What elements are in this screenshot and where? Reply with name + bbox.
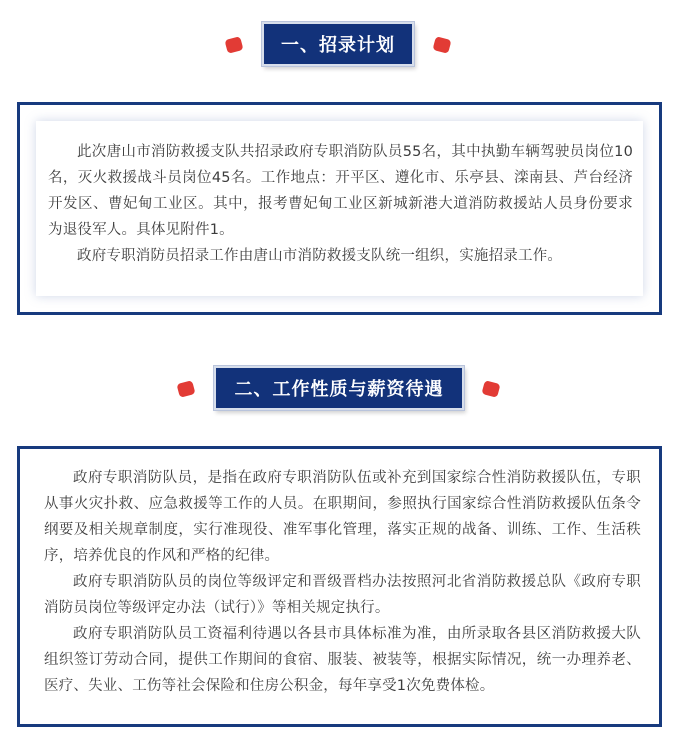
section-1-inner-panel: [36, 121, 643, 296]
decorative-dot-right: [481, 380, 500, 398]
section-2-header: [0, 366, 679, 414]
section-2-paragraph-1: 政府专职消防队员，是指在政府专职消防队伍或补充到国家综合性消防救援队伍，专职从事火灾扑救、应急救援等工作的人员。在职期间，参照执行国家综合性消防救援队伍条令纲要及相关规章制度，实行准现役、准军事化管理，落实正规的战备、训练、工作、生活秩序，培养优良的作风和严格的纪律。: [44, 470, 641, 564]
decorative-dot-right: [432, 36, 451, 54]
section-2-title-banner: [214, 366, 464, 410]
section-1-paragraph-1: 此次唐山市消防救援支队共招录政府专职消防队员55名，其中执勤车辆驾驶员岗位10名，灭火救援战斗员岗位45名。工作地点：开平区、遵化市、乐亭县、滦南县、芦台经济开发区、曹妃甸工业区。其中，报考曹妃甸工业区新城新港大道消防救援站人员身份要求为退役军人。具体见附件1。: [48, 144, 633, 238]
section-1-header: [0, 22, 679, 70]
decorative-dot-left: [176, 380, 195, 398]
section-1-content-box: [17, 102, 662, 315]
section-2-inner-panel: [38, 457, 645, 708]
section-2-paragraph-2: 政府专职消防队员的岗位等级评定和晋级晋档办法按照河北省消防救援总队《政府专职消防员岗位等级评定办法（试行）》等相关规定执行。: [44, 574, 641, 616]
section-2-content-box: [17, 446, 662, 727]
section-1-title-banner: [262, 22, 414, 66]
decorative-dot-left: [224, 36, 243, 54]
section-2-paragraph-3: 政府专职消防队员工资福利待遇以各县市具体标准为准，由所录取各县区消防救援大队组织签订劳动合同，提供工作期间的食宿、服装、被装等，根据实际情况，统一办理养老、医疗、失业、工伤等社会保险和住房公积金，每年享受1次免费体检。: [44, 626, 641, 694]
section-1-paragraph-2: 政府专职消防员招录工作由唐山市消防救援支队统一组织，实施招录工作。: [77, 248, 563, 264]
section-1-title: 一、招录计划: [281, 35, 395, 56]
section-2-title: 二、工作性质与薪资待遇: [234, 379, 444, 400]
